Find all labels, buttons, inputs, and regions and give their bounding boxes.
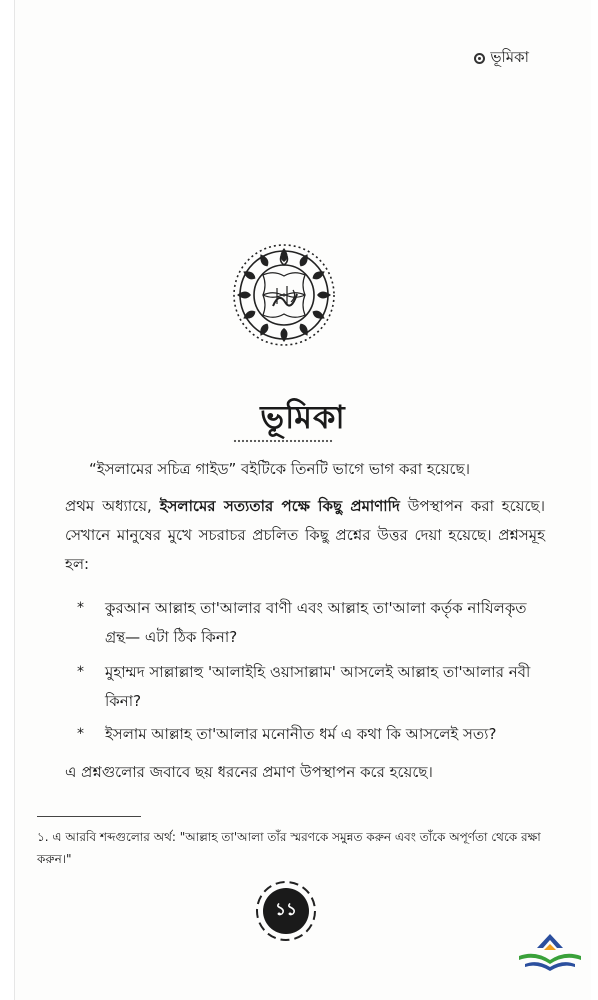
ring-icon [474, 53, 485, 64]
list-item [65, 658, 545, 716]
bullet-asterisk: * [77, 664, 84, 680]
book-page [14, 0, 591, 1000]
question-text: ইসলাম আল্লাহ তা'আলার মনোনীত ধর্ম এ কথা কি আসলেই সত্য? [105, 725, 497, 743]
list-item [65, 594, 545, 652]
proof-summary-paragraph: এ প্রশ্নগুলোর জবাবে ছয় ধরনের প্রমাণ উপস্থাপন করে হয়েছে। [65, 763, 433, 781]
intro-paragraph: “ইসলামের সচিত্র গাইড” বইটিকে তিনটি ভাগে ভাগ করা হয়েছে। [89, 460, 471, 478]
footnote-divider [37, 816, 141, 817]
running-head [474, 46, 529, 71]
para2-lead: প্রথম অধ্যায়ে, [65, 497, 160, 515]
calligraphy-medallion-icon [229, 240, 339, 350]
para2-bold: ইসলামের সত্যতার পক্ষে কিছু প্রমাণাদি [159, 497, 400, 515]
page-number: ১১ [274, 900, 298, 920]
list-item [65, 720, 545, 749]
footnote: ১. এ আরবি শব্দগুলোর অর্থ: "আল্লাহ তা'আলা তাঁর স্মরণকে সমুন্নত করুন এবং তাঁকে অপূর্ণতা থেকে রক্ষা করুন।" [37, 830, 541, 866]
chapter-title: ভূমিকা [260, 398, 346, 436]
publisher-logo-icon [515, 930, 585, 978]
first-chapter-paragraph [65, 492, 545, 579]
bullet-asterisk: * [77, 600, 84, 616]
running-head-text: ভূমিকা [490, 48, 529, 66]
question-text: কুরআন আল্লাহ তা'আলার বাণী এবং আল্লাহ তা'আলা কর্তৃক নাযিলকৃত গ্রন্থ— এটা ঠিক কিনা? [105, 599, 527, 646]
para2-rest: উপস্থাপন করা হয়েছে। সেখানে মানুষের মুখে সচরাচর প্রচলিত কিছু প্রশ্নের উত্তর দেয়া হয়েছে। প্রশ্নসমূহ হল: [65, 497, 546, 573]
question-text: মুহাম্মদ সাল্লাল্লাহু 'আলাইহি ওয়াসাল্লাম' আসলেই আল্লাহ তা'আলার নবী কিনা? [105, 663, 531, 710]
bullet-asterisk: * [77, 726, 84, 742]
title-dotted-rule [233, 438, 333, 444]
